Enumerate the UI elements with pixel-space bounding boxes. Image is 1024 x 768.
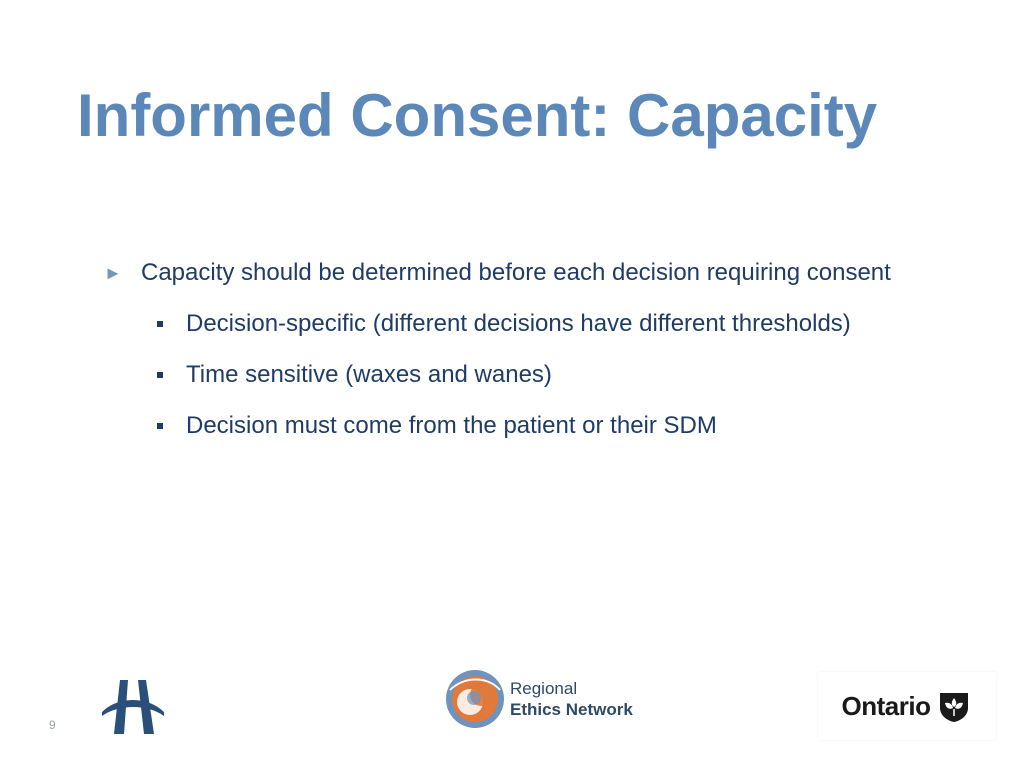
- square-bullet-icon: [152, 409, 186, 443]
- ethics-network-line1: Regional: [510, 679, 578, 698]
- ethics-network-line2: Ethics Network: [510, 700, 633, 719]
- arrow-bullet-icon: ►: [104, 263, 122, 283]
- sub-bullet-text: Decision must come from the patient or their SDM: [186, 412, 717, 439]
- page-number: 9: [49, 718, 56, 732]
- sub-bullet: [152, 358, 984, 392]
- sub-bullet-text: Time sensitive (waxes and wanes): [186, 361, 552, 388]
- regional-ethics-network-logo: [444, 668, 640, 730]
- square-bullet-icon: [152, 307, 186, 341]
- main-bullet-text: Capacity should be determined before each decision requiring consent: [141, 259, 891, 286]
- ontario-wordmark: Ontario: [841, 690, 931, 721]
- logo-arch: [102, 700, 164, 716]
- slide-title: Informed Consent: Capacity: [77, 82, 878, 149]
- ontario-logo: [818, 672, 996, 740]
- slide-content: [104, 256, 984, 460]
- sub-bullet-text: Decision-specific (different decisions have different thresholds): [186, 310, 851, 337]
- main-bullet: [104, 256, 984, 290]
- trillium-icon: [936, 688, 972, 724]
- hospital-logo-icon: [98, 676, 168, 736]
- sub-bullet: [152, 409, 984, 443]
- sub-bullet: [152, 307, 984, 341]
- ethics-network-emblem-icon: [444, 668, 506, 730]
- square-bullet-icon: [152, 358, 186, 392]
- ethics-network-wordmark: [510, 678, 633, 720]
